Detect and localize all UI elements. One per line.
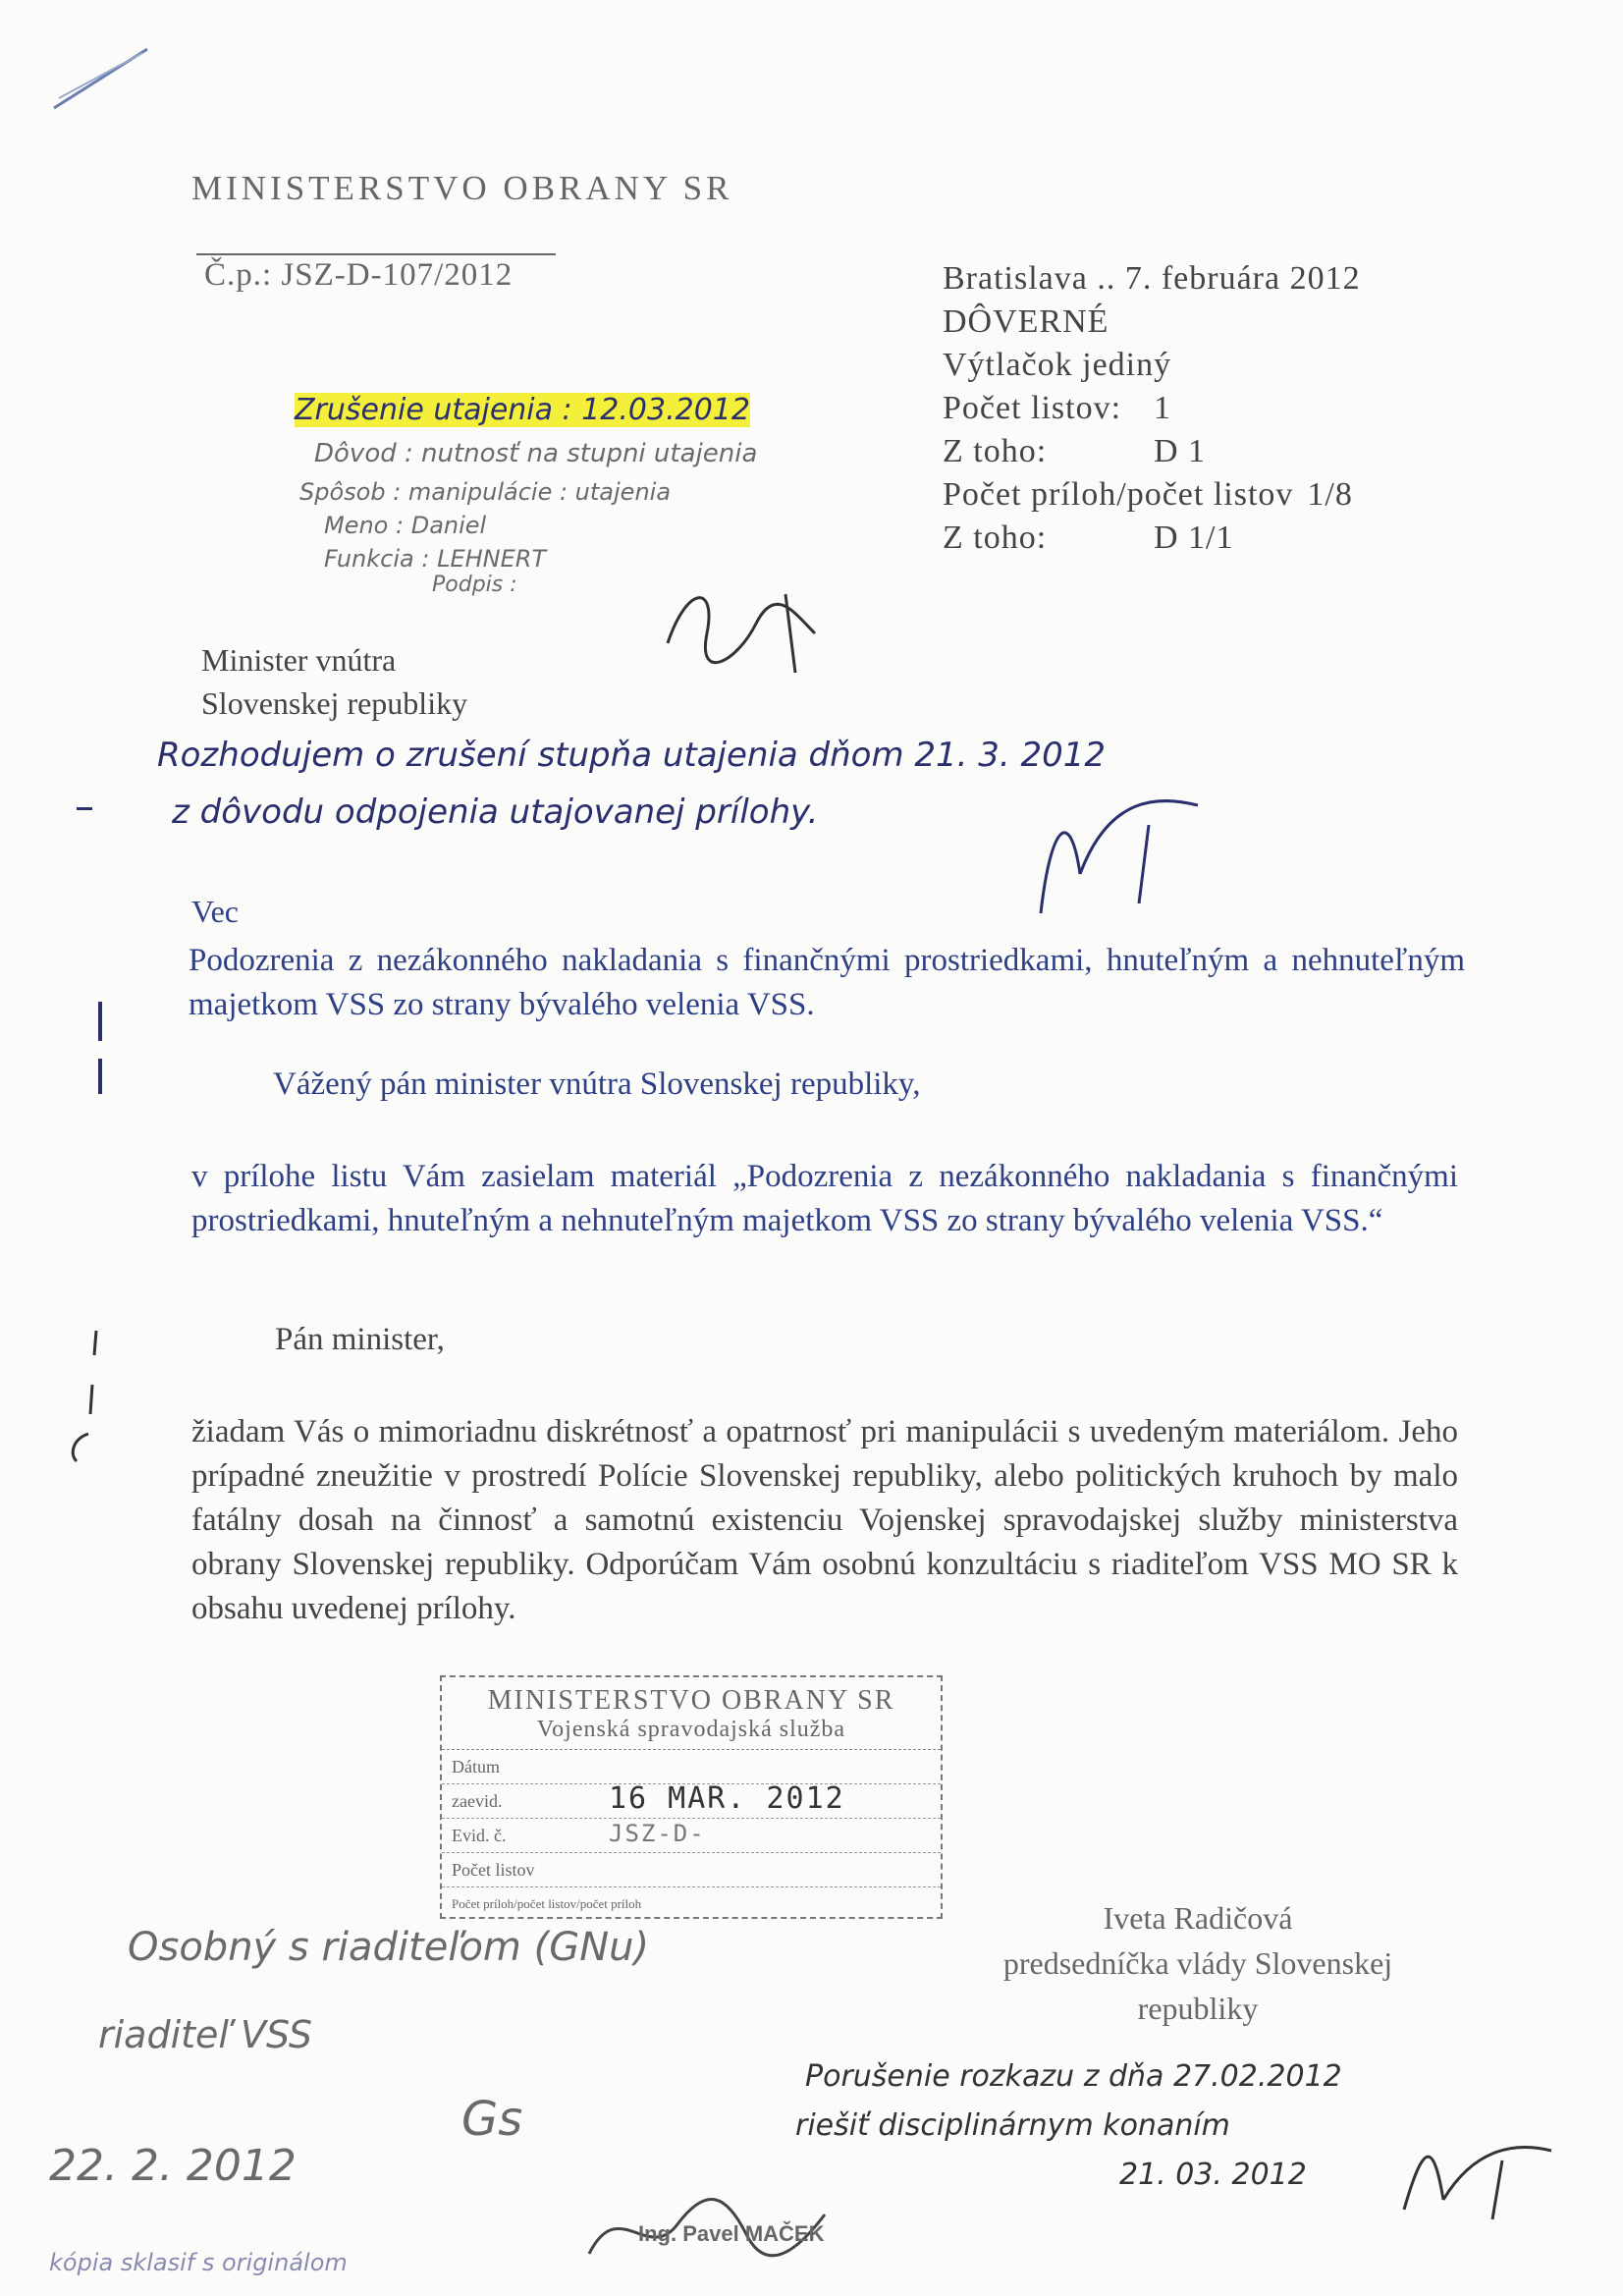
copy-note: Výtlačok jediný	[943, 347, 1172, 383]
stamp-row	[442, 1750, 941, 1784]
subject-text: Podozrenia z nezákonného nakladania s finančnými prostriedkami, hnuteľným a nehnuteľným majetkom VSS zo strany bývalého velenia VSS.	[189, 943, 1465, 1022]
declass-line: Meno : Daniel	[324, 512, 487, 539]
addressee-line: Minister vnútra	[201, 642, 397, 678]
stamp-row-value: 16 MAR. 2012	[609, 1781, 845, 1816]
declass-line: Spôsob : manipulácie : utajenia	[299, 478, 672, 506]
paragraph-request: žiadam Vás o mimoriadnu diskrétnosť a opatrnosť pri manipulácii s uvedeným materiálom. Jeho prípadné zneužitie v prostredí Polície Slovenskej republiky, alebo politických kruhoch by malo fatálny dosah na činnosť a samotnú existenciu Vojenskej spravodajskej služby ministerstva obrany Slovenskej republiky. Odporúčam Vám osobnú konzultáciu s riaditeľom VSS MO SR k obsahu uvedenej prílohy.	[191, 1414, 1458, 1626]
margin-mark	[77, 807, 92, 810]
signature-icon	[1031, 786, 1217, 923]
paragraph-attachment: v prílohe listu Vám zasielam materiál „Podozrenia z nezákonného nakladania s finančnými prostriedkami, hnuteľným a nehnuteľným majetkom VSS zo strany bývalého velenia VSS.“	[191, 1159, 1458, 1238]
signature-icon	[648, 574, 844, 683]
handwritten-note-left: riaditeľ VSS	[98, 2013, 312, 2056]
stamp-row-label: Počet listov	[452, 1860, 535, 1880]
stamp-subtitle: Vojenská spravodajská služba	[442, 1717, 941, 1750]
meta-value: D 1	[1154, 433, 1207, 469]
reference-number: Č.p.: JSZ-D-107/2012	[204, 257, 514, 293]
meta-row	[943, 387, 1453, 430]
stamp-row-label: Počet príloh/počet listov/počet príloh	[452, 1896, 642, 1911]
signatory	[943, 1895, 1453, 2031]
meta-label: Z toho:	[943, 519, 1048, 556]
subject-label: Vec	[191, 894, 239, 929]
meta-value: D 1/1	[1154, 519, 1234, 556]
pen-scribble-icon	[49, 39, 157, 118]
greeting: Vážený pán minister vnútra Slovenskej republiky,	[273, 1066, 921, 1102]
declass-line: Podpis :	[432, 573, 517, 597]
meta-value: 1/8	[1307, 476, 1353, 513]
declass-line: Zrušenie utajenia : 12.03.2012	[295, 393, 750, 427]
note-line: Porušenie rozkazu z dňa 27.02.2012	[805, 2059, 1342, 2094]
handwritten-decision	[147, 727, 1106, 841]
handwritten-initials: Gs	[461, 2092, 523, 2147]
stamp-title: MINISTERSTVO OBRANY SR	[487, 1685, 895, 1716]
handwritten-note-left: Osobný s riaditeľom (GNu)	[128, 1925, 650, 1970]
ministry-header: MINISTERSTVO OBRANY SR	[191, 169, 733, 207]
meta-value: 1	[1154, 390, 1171, 426]
stamp-row	[442, 1853, 941, 1887]
document-metadata	[943, 257, 1453, 560]
note-line: 21. 03. 2012	[1119, 2158, 1307, 2192]
meta-row	[943, 517, 1453, 560]
addressee	[201, 638, 467, 725]
margin-bracket-icon	[49, 1326, 108, 1463]
registry-stamp	[440, 1675, 943, 1919]
classification: DÔVERNÉ	[943, 303, 1109, 340]
meta-label: Počet listov:	[943, 390, 1122, 426]
addressee-line: Slovenskej republiky	[201, 685, 468, 721]
stamp-row-label: zaevid.	[452, 1791, 503, 1811]
stamp-row	[442, 1781, 941, 1819]
margin-mark	[98, 1002, 102, 1041]
meta-row	[943, 430, 1453, 473]
handwritten-copy-note: kópia sklasif s originálom	[49, 2249, 348, 2276]
meta-label: Počet príloh/počet listov	[943, 476, 1294, 513]
signature-icon	[1394, 2121, 1571, 2229]
declass-line: Dôvod : nutnosť na stupni utajenia	[314, 439, 758, 468]
margin-mark	[98, 1059, 102, 1094]
note-line: riešiť disciplinárnym konaním	[795, 2108, 1230, 2143]
meta-row	[943, 473, 1453, 517]
stamp-row-label: Dátum	[452, 1757, 500, 1777]
signatory-name: Iveta Radičová	[1103, 1900, 1293, 1936]
stamp-row-label: Evid. č.	[452, 1826, 507, 1845]
stamp-name: Ing. Pavel MAČEK	[638, 2221, 825, 2246]
header-rule	[196, 253, 556, 255]
signatory-title: republiky	[1137, 1991, 1259, 2026]
stamp-row-value: JSZ-D-	[609, 1820, 706, 1847]
decision-line: z dôvodu odpojenia utajovanej prílohy.	[172, 793, 819, 832]
meta-label: Z toho:	[943, 433, 1048, 469]
place-date: Bratislava .. 7. februára 2012	[943, 260, 1361, 297]
signatory-title: predsedníčka vlády Slovenskej	[1002, 1945, 1393, 1981]
stamp-row	[442, 1819, 941, 1853]
decision-line: Rozhodujem o zrušení stupňa utajenia dňom 21. 3. 2012	[157, 736, 1107, 775]
handwritten-date: 22. 2. 2012	[49, 2141, 297, 2191]
handwritten-declassification	[295, 393, 844, 597]
stamp-row	[442, 1887, 941, 1921]
declass-line: Funkcia : LEHNERT	[324, 545, 547, 573]
handwritten-note-right	[795, 2052, 1342, 2200]
salutation: Pán minister,	[275, 1322, 445, 1357]
